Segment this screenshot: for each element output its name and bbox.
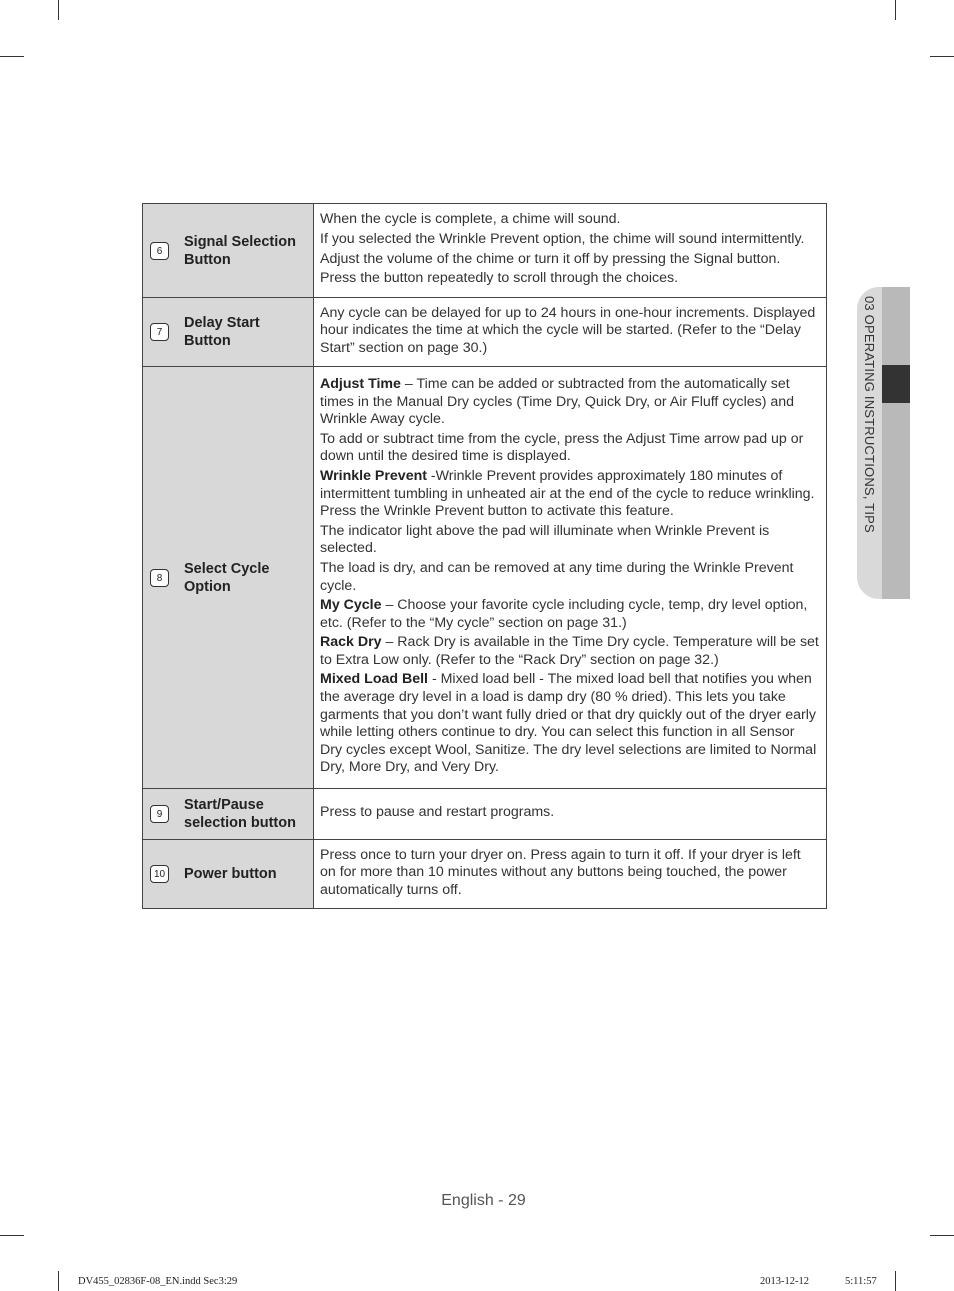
crop-mark [930, 56, 954, 57]
description-paragraph [320, 671, 820, 777]
section-label: 03 OPERATING INSTRUCTIONS, TIPS [862, 296, 877, 533]
description-paragraph [320, 211, 820, 229]
description-text: When the cycle is complete, a chime will sound. [320, 211, 621, 228]
feature-name: Adjust Time [320, 375, 401, 392]
button-description-cell [314, 367, 827, 789]
description-paragraph [320, 634, 820, 669]
feature-name: Mixed Load Bell [320, 671, 428, 688]
description-paragraph [320, 523, 820, 558]
button-description-cell [314, 840, 827, 909]
button-number-badge: 7 [150, 323, 169, 341]
button-label-cell [143, 840, 314, 909]
description-paragraph [320, 804, 820, 822]
description-paragraph [320, 270, 820, 288]
feature-name: Rack Dry [320, 634, 382, 651]
button-name: Start/Pause selection button [184, 797, 296, 831]
description-paragraph [320, 431, 820, 466]
slug-date: 2013-12-12 [760, 1276, 809, 1287]
crop-mark [930, 1235, 954, 1236]
description-text: Press the button repeatedly to scroll through the choices. [320, 270, 679, 287]
button-number-badge: 6 [150, 242, 169, 260]
page-number: English - 29 [441, 1192, 526, 1209]
button-description-cell [314, 204, 827, 298]
button-name: Signal Selection Button [184, 233, 296, 268]
description-paragraph [320, 231, 820, 249]
description-text: - Mixed load bell - The mixed load bell that notifies you when the average dry level in a load is damp dry (80 % dried). This lets you take garments that you don’t want fully dried or that dry quickly out of the dryer early while letting others continue to dry. You can select this function in all Sensor Dry cycles except Wool, Sanitize. The dry level selections are limited to Normal Dry, More Dry, and Very Dry. [320, 671, 817, 776]
crop-mark [0, 56, 24, 57]
description-text: The indicator light above the pad will illuminate when Wrinkle Prevent is selected. [320, 522, 770, 557]
slug-file: DV455_02836F-08_EN.indd Sec3:29 [78, 1276, 238, 1287]
description-text: Press to pause and restart programs. [320, 804, 555, 821]
crop-mark [895, 1271, 896, 1291]
button-number-badge: 8 [150, 569, 169, 587]
description-text: If you selected the Wrinkle Prevent option, the chime will sound intermittently. [320, 230, 805, 247]
description-text: – Choose your favorite cycle including cycle, temp, dry level option, etc. (Refer to the “My cycle” section on page 31.) [320, 597, 808, 631]
crop-mark [58, 0, 59, 20]
feature-name: Wrinkle Prevent [320, 467, 427, 484]
button-number-badge: 10 [150, 865, 169, 883]
description-text: The load is dry, and can be removed at any time during the Wrinkle Prevent cycle. [320, 559, 794, 594]
description-paragraph [320, 305, 820, 358]
description-paragraph [320, 251, 820, 269]
button-label-cell [143, 204, 314, 298]
description-paragraph [320, 597, 820, 632]
table-row [143, 367, 827, 789]
page-footer [0, 1192, 954, 1210]
description-paragraph [320, 376, 820, 429]
description-text: Press once to turn your dryer on. Press again to turn it off. If your dryer is left on for more than 10 minutes without any buttons being touched, the power automatically turns off. [320, 846, 801, 898]
description-text: – Time can be added or subtracted from the automatically set times in the Manual Dry cycles (Time Dry, Quick Dry, or Air Fluff cycles) and Wrinkle Away cycle. [320, 375, 795, 428]
button-label-cell [143, 789, 314, 840]
button-description-cell [314, 789, 827, 840]
table-row [143, 204, 827, 298]
crop-mark [895, 0, 896, 20]
table-row [143, 298, 827, 367]
table-row [143, 789, 827, 840]
button-description-table [142, 203, 827, 909]
description-paragraph [320, 847, 820, 900]
description-text: Adjust the volume of the chime or turn it off by pressing the Signal button. [320, 250, 781, 267]
button-label-cell [143, 298, 314, 367]
crop-mark [58, 1271, 59, 1291]
description-text: To add or subtract time from the cycle, press the Adjust Time arrow pad up or down until the desired time is displayed. [320, 430, 804, 465]
button-description-cell [314, 298, 827, 367]
description-text: -Wrinkle Prevent provides approximately 180 minutes of intermittent tumbling in unheated air at the end of the cycle to reduce wrinkling. Press the Wrinkle Prevent button to activate this feature. [320, 467, 815, 520]
description-paragraph [320, 468, 820, 521]
button-name: Select Cycle Option [184, 560, 270, 595]
crop-mark [0, 1235, 24, 1236]
description-paragraph [320, 560, 820, 595]
button-number-badge: 9 [150, 805, 169, 823]
button-name: Power button [184, 866, 277, 882]
feature-name: My Cycle [320, 597, 382, 614]
button-label-cell [143, 367, 314, 789]
description-text: Any cycle can be delayed for up to 24 hours in one-hour increments. Displayed hour indicates the time at which the cycle will be started. (Refer to the “Delay Start” section on page 30.) [320, 304, 816, 356]
table-body [143, 204, 827, 909]
table-row [143, 840, 827, 909]
button-name: Delay Start Button [184, 315, 260, 349]
description-text: – Rack Dry is available in the Time Dry cycle. Temperature will be set to Extra Low only. (Refer to the “Rack Dry” section on page 32.) [320, 634, 819, 668]
slug-time: 5:11:57 [845, 1276, 877, 1287]
